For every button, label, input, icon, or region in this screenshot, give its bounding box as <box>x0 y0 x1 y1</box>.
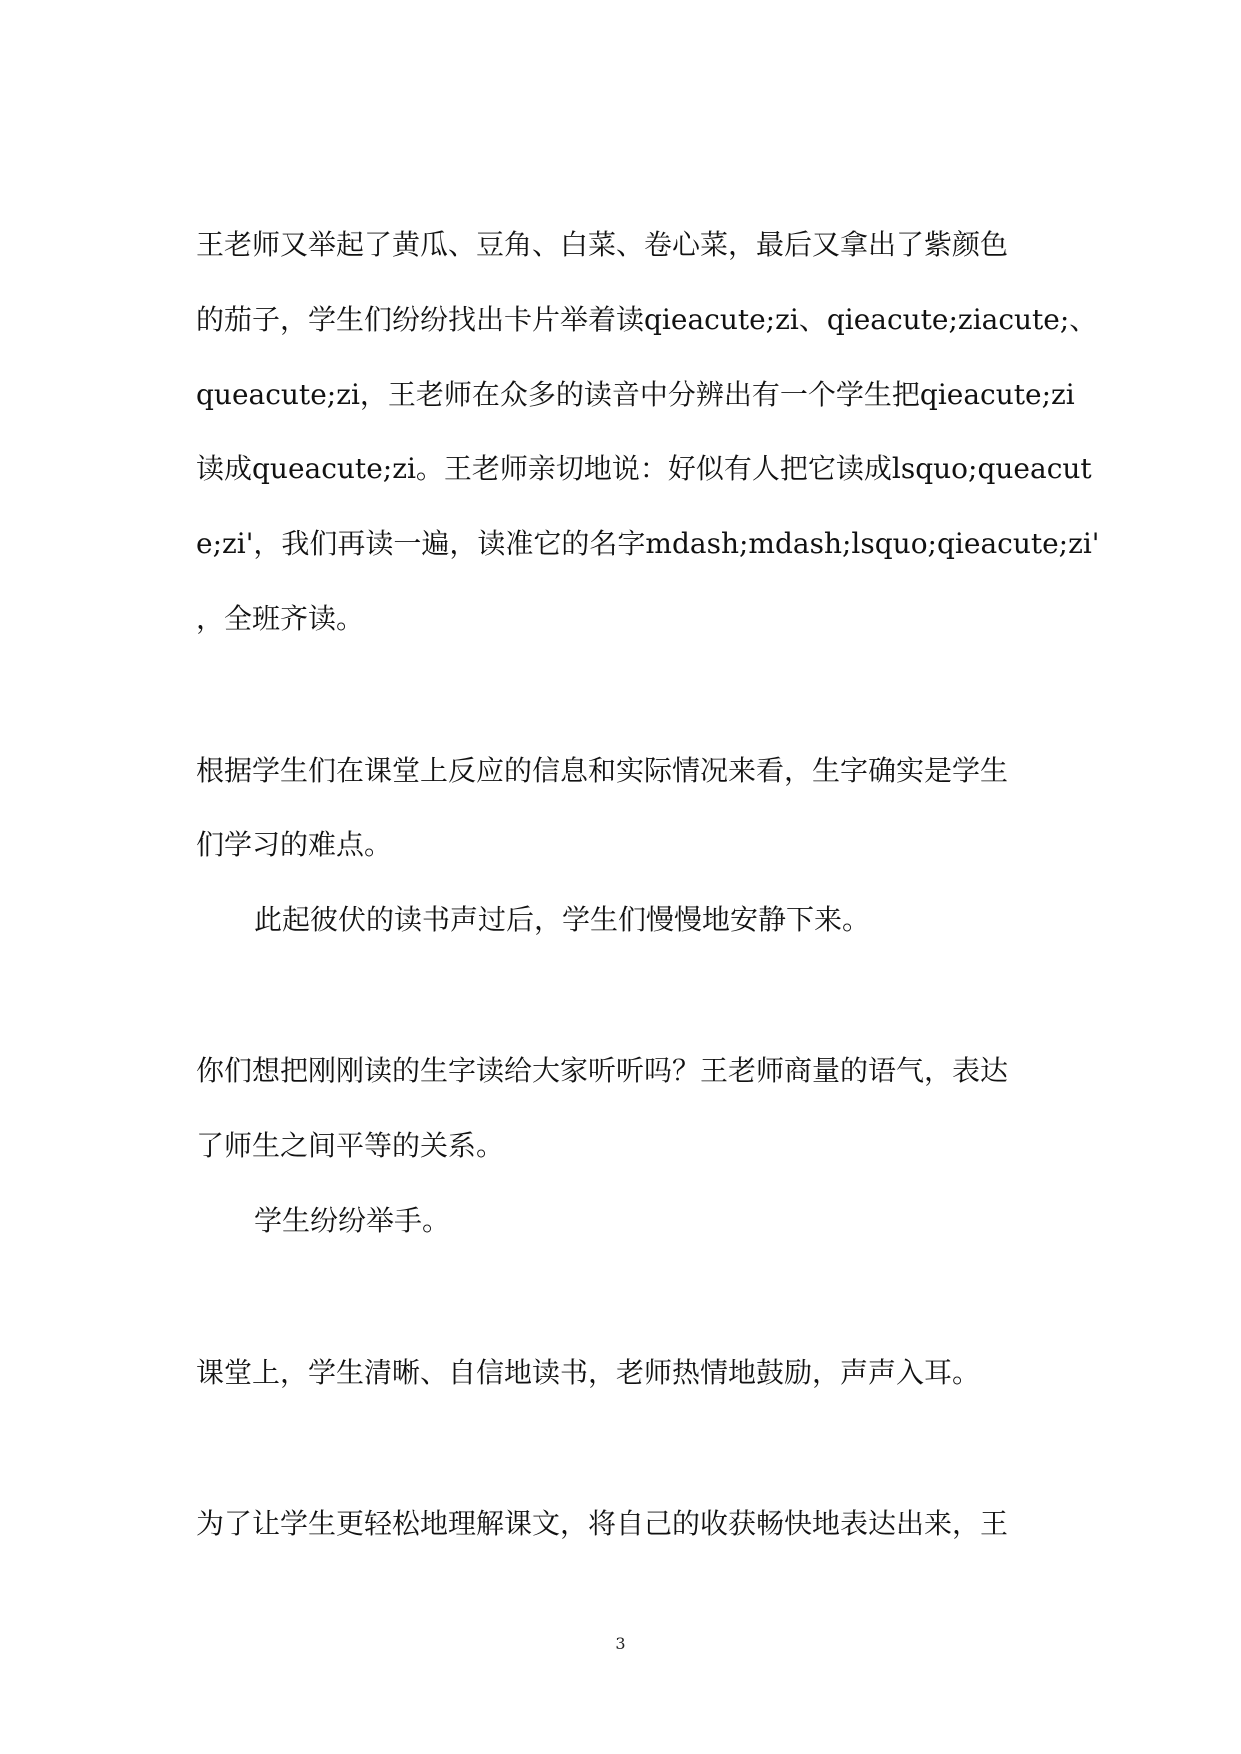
text-line: 根据学生们在课堂上反应的信息和实际情况来看，生字确实是学生 <box>196 754 1009 787</box>
text-line: 的茄子，学生们纷纷找出卡片举着读qieacute;zi、qieacute;ziacute;、 <box>196 303 1098 336</box>
text-line: 王老师又举起了黄瓜、豆角、白菜、卷心菜，最后又拿出了紫颜色 <box>196 228 1009 261</box>
paragraph-classroom: 课堂上，学生清晰、自信地读书，老师热情地鼓励，声声入耳。 <box>196 1356 981 1389</box>
paragraph-raise-hands: 学生纷纷举手。 <box>254 1204 451 1237</box>
paragraph-understanding: 为了让学生更轻松地理解课文，将自己的收获畅快地表达出来，王 <box>196 1507 1009 1540</box>
paragraph-quiet: 此起彼伏的读书声过后，学生们慢慢地安静下来。 <box>254 903 871 936</box>
page-number: 3 <box>615 1634 626 1653</box>
text-line: ，全班齐读。 <box>196 602 365 635</box>
text-line: e;zi'，我们再读一遍，读准它的名字mdash;mdash;lsquo;qieacute;zi' <box>196 527 1100 560</box>
text-line: 你们想把刚刚读的生字读给大家听听吗？王老师商量的语气，表达 <box>196 1054 1009 1087</box>
text-line: 们学习的难点。 <box>196 828 393 861</box>
text-line: 读成queacute;zi。王老师亲切地说：好似有人把它读成lsquo;queacut <box>196 452 1092 485</box>
text-line: 了师生之间平等的关系。 <box>196 1129 505 1162</box>
text-line: queacute;zi，王老师在众多的读音中分辨出有一个学生把qieacute;zi <box>196 378 1075 411</box>
